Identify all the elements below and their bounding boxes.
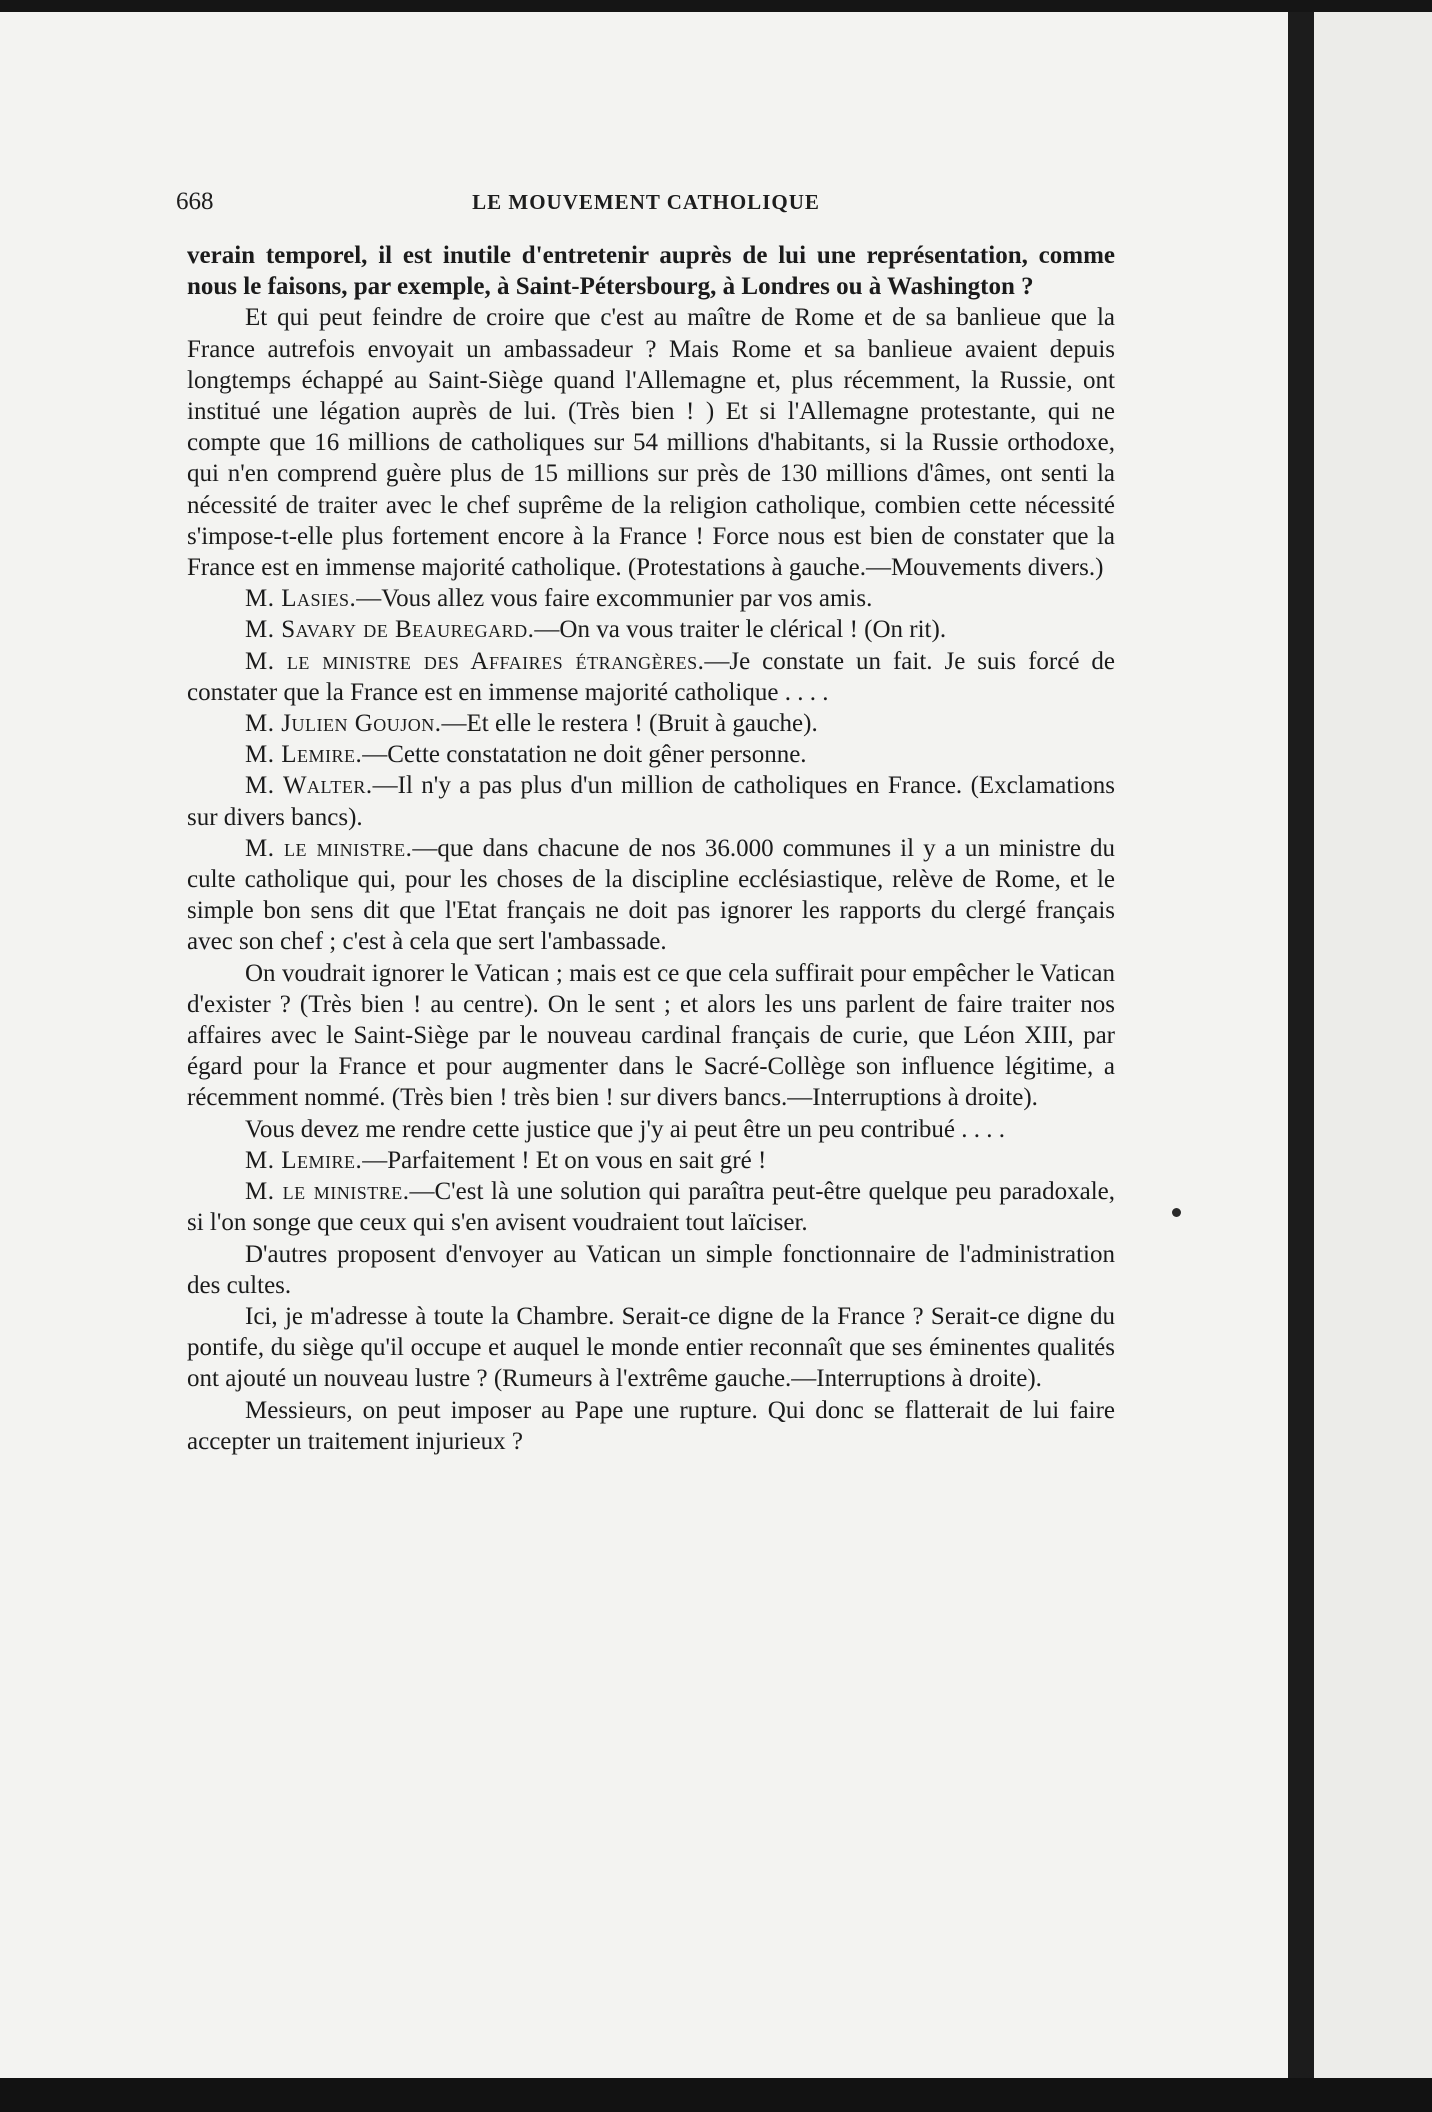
- paragraph-text: Messieurs, on peut imposer au Pape une rupture. Qui donc se flatterait de lui faire accepter un traitement injurieux ?: [187, 1396, 1115, 1455]
- paragraph-text: D'autres proposent d'envoyer au Vatican un simple fonctionnaire de l'administration des cultes.: [187, 1240, 1115, 1299]
- speech-paragraph: [187, 614, 1115, 645]
- running-title: LE MOUVEMENT CATHOLIQUE: [472, 190, 820, 214]
- facing-page-edge: [1314, 12, 1432, 2078]
- book-binding-gutter: [1288, 12, 1314, 2078]
- speech-paragraph: [187, 583, 1115, 614]
- speaker-name: M. Lemire.: [245, 1146, 363, 1174]
- speech-text: —Et elle le restera ! (Bruit à gauche).: [441, 710, 818, 738]
- paragraph-text: Vous devez me rendre cette justice que j'y ai peut être un peu contribué . . . .: [245, 1115, 1006, 1143]
- paragraph: [187, 1239, 1115, 1301]
- speaker-name: M. Lasies.: [245, 585, 357, 613]
- speaker-name: M. Walter.: [245, 772, 373, 800]
- scan-bottom-border: [0, 2078, 1432, 2112]
- speaker-name: M. Lemire.: [245, 741, 363, 769]
- speech-text: —Parfaitement ! Et on vous en sait gré !: [362, 1146, 767, 1174]
- paragraph-text: Ici, je m'adresse à toute la Chambre. Serait-ce digne de la France ? Serait-ce digne du pontife, du siège qu'il occupe et auquel le monde entier reconnaît que ses éminentes qualités ont ajouté un nouveau lustre ? (Rumeurs à l'extrême gauche.—Interruptions à droite).: [187, 1302, 1115, 1393]
- body-text: [187, 240, 1115, 1457]
- paragraph: [187, 240, 1115, 302]
- page-header: [176, 188, 1116, 222]
- speech-text: —Cette constatation ne doit gêner personne.: [362, 741, 807, 769]
- paragraph: [187, 1395, 1115, 1457]
- paragraph-text: Et qui peut feindre de croire que c'est au maître de Rome et de sa banlieue que la France autrefois envoyait un ambassadeur ? Mais Rome et sa banlieue avaient depuis longtemps échappé au Saint-Siège quand l'Allemagne et, plus récemment, la Russie, ont institué une légation auprès de lui. (Très bien ! ) Et si l'Allemagne protestante, qui ne compte que 16 millions de catholiques sur 54 millions d'habitants, si la Russie orthodoxe, qui n'en comprend guère plus de 15 millions sur près de 130 millions d'âmes, ont senti la nécessité de traiter avec le chef suprême de la religion catholique, combien cette nécessité s'impose-t-elle plus fortement encore à la France ! Force nous est bien de constater que la France est en immense majorité catholique. (Protestations à gauche.—Mouvements divers.): [187, 304, 1115, 582]
- speaker-name: M. le ministre.: [245, 1178, 410, 1206]
- speech-paragraph: [187, 739, 1115, 770]
- speech-text: —Vous allez vous faire excommunier par vos amis.: [356, 585, 873, 613]
- paragraph-text: On voudrait ignorer le Vatican ; mais est ce que cela suffirait pour empêcher le Vatican d'exister ? (Très bien ! au centre). On le sent ; et alors les uns parlent de faire traiter nos affaires avec le Saint-Siège par le nouveau cardinal français de curie, que Léon XIII, par égard pour la France et pour augmenter dans le Sacré-Collège son influence légitime, a récemment nommé. (Très bien ! très bien ! sur divers bancs.—Interruptions à droite).: [187, 959, 1115, 1112]
- speech-paragraph: [187, 1176, 1115, 1238]
- speaker-name: M. le ministre des Affaires étrangères.: [245, 647, 705, 675]
- speech-text: —Il n'y a pas plus d'un million de catholiques en France. (Exclamations sur divers bancs).: [187, 772, 1115, 831]
- page-number: 668: [176, 188, 214, 215]
- speech-text: —Je constate un fait. Je suis forcé de constater que la France est en immense majorité catholique . . . .: [187, 647, 1115, 706]
- paragraph: [187, 1301, 1115, 1395]
- paragraph: [187, 302, 1115, 583]
- speech-text: —On va vous traiter le clérical ! (On rit).: [534, 616, 947, 644]
- ink-speck: [1172, 1208, 1181, 1217]
- paragraph: [187, 1114, 1115, 1145]
- scan-top-border: [0, 0, 1432, 12]
- speaker-name: M. Savary de Beauregard.: [245, 616, 535, 644]
- speaker-name: M. Julien Goujon.: [245, 710, 442, 738]
- speech-paragraph: [187, 1145, 1115, 1176]
- paragraph-text: verain temporel, il est inutile d'entretenir auprès de lui une représentation, comme nous le faisons, par exemple, à Saint-Pétersbourg, à Londres ou à Washington ?: [187, 242, 1115, 301]
- speaker-name: M. le ministre.: [245, 834, 413, 862]
- speech-paragraph: [187, 646, 1115, 708]
- speech-text: —C'est là une solution qui paraîtra peut-être quelque peu paradoxale, si l'on songe que ceux qui s'en avisent voudraient tout laïciser.: [187, 1178, 1115, 1237]
- speech-text: —que dans chacune de nos 36.000 communes il y a un ministre du culte catholique qui, pour les choses de la discipline ecclésiastique, relève de Rome, et le simple bon sens dit que l'Etat français ne doit pas ignorer les rapports du clergé français avec son chef ; c'est à cela que sert l'ambassade.: [187, 834, 1115, 956]
- speech-paragraph: [187, 770, 1115, 832]
- paragraph: [187, 958, 1115, 1114]
- speech-paragraph: [187, 833, 1115, 958]
- speech-paragraph: [187, 708, 1115, 739]
